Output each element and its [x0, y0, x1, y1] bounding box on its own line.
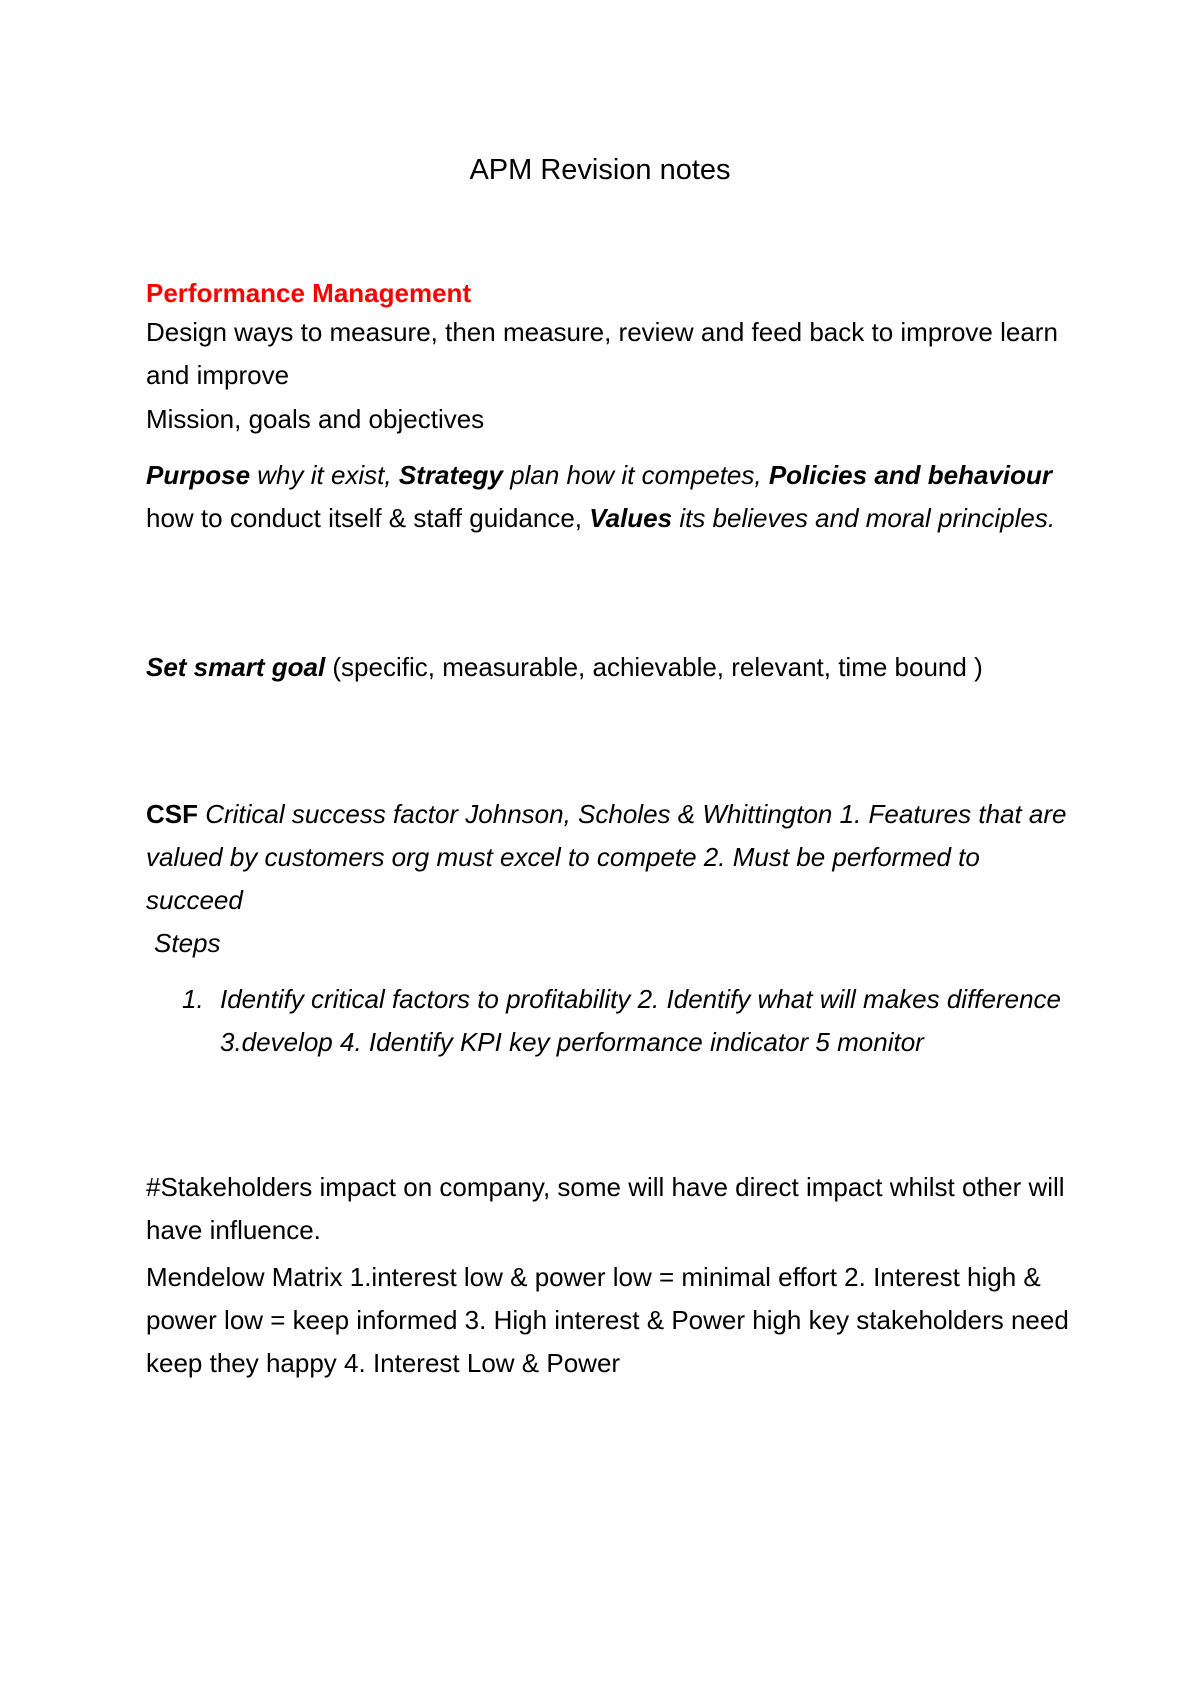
document-title: APM Revision notes — [469, 154, 731, 186]
steps-list — [146, 978, 1076, 1064]
paragraph-mendelow-matrix: Mendelow Matrix 1.interest low & power low = minimal effort 2. Interest high & power low = keep informed 3. High interest & Power high key stakeholders need keep they happy 4. Interest Low & Power — [146, 1262, 1069, 1378]
paragraph-csf — [146, 793, 1076, 922]
desc-smart-goal: (specific, measurable, achievable, relevant, time bound ) — [325, 652, 983, 682]
paragraph-design-ways: Design ways to measure, then measure, review and feed back to improve learn and improve — [146, 317, 1058, 390]
step-number: 1. — [182, 984, 204, 1014]
desc-csf: Critical success factor Johnson, Scholes & Whittington 1. Features that are valued by customers org must excel to compete 2. Must be performed to succeed — [146, 799, 1067, 915]
paragraph-stakeholders: #Stakeholders impact on company, some will have direct impact whilst other will have influence. — [146, 1172, 1065, 1245]
section-heading-performance-management: Performance Management — [146, 278, 472, 308]
list-item — [146, 978, 1076, 1064]
desc-purpose: why it exist, — [250, 460, 399, 490]
paragraph-smart-goal — [146, 646, 1076, 689]
term-values: Values — [589, 503, 673, 533]
step-text: Identify critical factors to profitability 2. Identify what will makes difference 3.develop 4. Identify KPI key performance indicator 5 monitor — [220, 984, 1062, 1057]
paragraph-purpose-strategy — [146, 454, 1076, 540]
paragraph-mission-goals: Mission, goals and objectives — [146, 404, 485, 434]
term-csf: CSF — [146, 799, 198, 829]
steps-label: Steps — [154, 928, 221, 958]
desc-strategy: plan how it competes, — [502, 460, 769, 490]
term-strategy: Strategy — [398, 460, 503, 490]
desc-values: its believes and moral principles. — [672, 503, 1056, 533]
term-purpose: Purpose — [146, 460, 251, 490]
desc-policies: how to conduct itself & staff guidance, — [146, 503, 590, 533]
term-smart-goal: Set smart goal — [146, 652, 326, 682]
term-policies-behaviour: Policies and behaviour — [768, 460, 1053, 490]
